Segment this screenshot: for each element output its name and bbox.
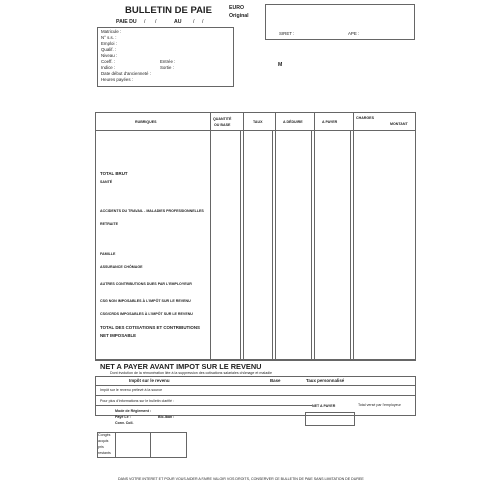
leave-row-label: acquis bbox=[98, 439, 109, 443]
footer-notice: DANS VOTRE INTERET ET POUR VOUS AIDER A FAIRE VALOIR VOS DROITS, CONSERVER CE BULLETIN DE PAIE SANS LIMITATION DE DUREE bbox=[118, 477, 364, 481]
table-header-rule bbox=[95, 130, 416, 131]
column-rule bbox=[275, 112, 276, 360]
row-autres-contributions: AUTRES CONTRIBUTIONS DUES PAR L'EMPLOYEUR bbox=[100, 282, 192, 286]
employee-field: N° s.s. : bbox=[101, 35, 117, 40]
tax-rate-label: Taux personnalisé bbox=[306, 378, 345, 383]
column-rule bbox=[272, 130, 273, 360]
column-rule bbox=[311, 130, 312, 360]
header-montant: MONTANT bbox=[390, 122, 408, 126]
tax-withheld-rule bbox=[95, 395, 416, 396]
column-rule bbox=[210, 112, 211, 360]
leave-row-label: pris bbox=[98, 445, 104, 449]
employee-field: Indice : bbox=[101, 65, 116, 70]
bic-iban-label: Bic-Iban : bbox=[158, 415, 175, 419]
header-base: OU BASE bbox=[214, 123, 231, 127]
leave-row-label: restants bbox=[98, 451, 111, 455]
employee-field: Date début d'ancienneté : bbox=[101, 71, 151, 76]
period-start-label: PAIE DU bbox=[116, 19, 137, 25]
column-rule bbox=[240, 130, 241, 360]
column-rule bbox=[353, 112, 354, 360]
employee-field: Coeff. : bbox=[101, 59, 116, 64]
net-before-tax-subtitle: Dont évolution de la rémunération liée à la suppression des cotisations salariales chômage et maladie bbox=[110, 371, 273, 375]
currency-label: EURO bbox=[229, 5, 244, 11]
collective-agreement-label: Conv. Coll. bbox=[115, 421, 134, 425]
leave-table-rule bbox=[150, 432, 151, 458]
tax-base-label: Base bbox=[270, 378, 281, 383]
entry-date-field: Entrée : bbox=[160, 59, 176, 64]
net-before-tax-title: NET A PAYER AVANT IMPOT SUR LE REVENU bbox=[100, 362, 262, 371]
row-net-imposable: NET IMPOSABLE bbox=[100, 333, 137, 338]
paid-on-label: Payé Le : bbox=[115, 415, 131, 419]
recipient-mark: M bbox=[278, 62, 283, 68]
row-csg-non-imposables: CSG NON IMPOSABLES À L'IMPÔT SUR LE REVENU bbox=[100, 299, 191, 303]
employee-field: Matricule : bbox=[101, 29, 122, 34]
header-quantite: QUANTITÉ bbox=[213, 117, 232, 121]
siret-label: SIRET : bbox=[279, 31, 295, 36]
employee-field: Qualif. : bbox=[101, 47, 117, 52]
row-csg-crds-imposables: CSG/CRDS IMPOSABLES À L'IMPÔT SUR LE REVENU bbox=[100, 312, 193, 316]
row-retraite: RETRAITE bbox=[100, 222, 118, 226]
payment-mode-label: Mode de Règlement : bbox=[115, 409, 152, 413]
copy-label: Original bbox=[229, 13, 249, 19]
period-end-slash-2: / bbox=[202, 19, 204, 25]
period-start-slash-2: / bbox=[155, 19, 157, 25]
row-sante: SANTÉ bbox=[100, 180, 113, 184]
contributions-table bbox=[95, 112, 416, 360]
payslip-title: BULLETIN DE PAIE bbox=[125, 5, 212, 16]
employee-field: Heures payées : bbox=[101, 77, 133, 82]
info-rule bbox=[95, 405, 312, 406]
period-end-label: AU bbox=[174, 19, 182, 25]
income-tax-rule bbox=[95, 385, 416, 386]
period-end-slash-1: / bbox=[193, 19, 195, 25]
leave-table-rule bbox=[115, 432, 116, 458]
net-section-rule bbox=[95, 360, 416, 361]
exit-date-field: Sortie : bbox=[160, 65, 174, 70]
row-assurance-chomage: ASSURANCE CHÔMAGE bbox=[100, 265, 143, 269]
row-accidents-travail: ACCIDENTS DU TRAVAIL - MALADIES PROFESSIONNELLES bbox=[100, 209, 204, 213]
employee-field: Niveau : bbox=[101, 53, 118, 58]
header-taux: TAUX bbox=[253, 120, 263, 124]
tax-withheld-label: Impôt sur le revenu prélevé à la source bbox=[100, 388, 163, 392]
header-charges: CHARGES bbox=[356, 116, 374, 120]
employee-field: Emploi : bbox=[101, 41, 117, 46]
column-rule bbox=[314, 112, 315, 360]
leave-row-label: Congés bbox=[98, 433, 111, 437]
header-a-payer: A PAYER bbox=[322, 120, 338, 124]
income-tax-label: Impôt sur le revenu bbox=[129, 378, 170, 383]
row-total-brut: TOTAL BRUT bbox=[100, 171, 128, 176]
period-start-slash-1: / bbox=[144, 19, 146, 25]
row-famille: FAMILLE bbox=[100, 252, 116, 256]
ape-label: APE : bbox=[348, 31, 360, 36]
net-to-pay-label: NET A PAYER bbox=[312, 404, 336, 408]
column-rule bbox=[350, 130, 351, 360]
net-to-pay-box bbox=[305, 412, 355, 426]
column-rule bbox=[243, 112, 244, 360]
header-a-deduire: A DÉDUIRE bbox=[283, 120, 303, 124]
employer-total-label: Total versé par l'employeur bbox=[358, 403, 401, 407]
header-rubriques: RUBRIQUES bbox=[135, 120, 157, 124]
row-total-cotisations: TOTAL DES COTISATIONS ET CONTRIBUTIONS bbox=[100, 325, 200, 330]
info-line: Pour plus d'informations sur le bulletin clarifié : bbox=[100, 399, 174, 403]
